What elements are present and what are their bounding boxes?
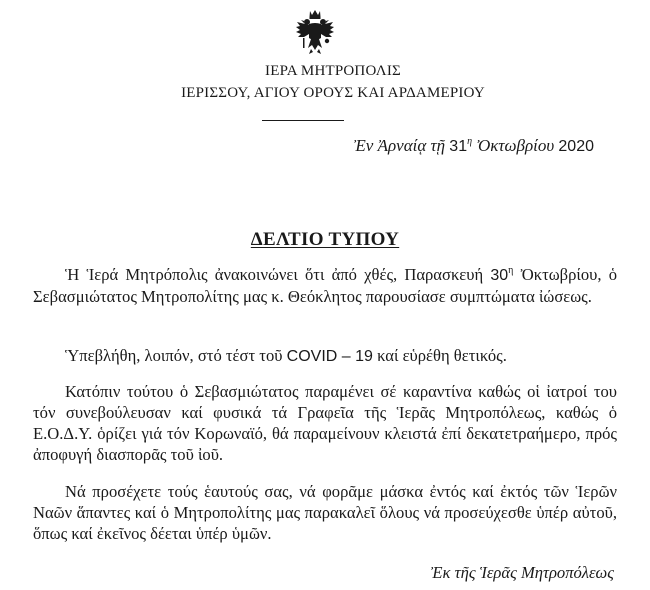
paragraph-2-text-b: καί εὑρέθη θετικός.	[377, 346, 507, 365]
dateline-year: 2020	[558, 138, 594, 155]
dateline-month: Ὀκτωβρίου	[476, 136, 555, 155]
document-title: ΔΕΛΤΙΟ ΤΥΠΟΥ	[250, 229, 400, 250]
org-name-line2: ΙΕΡΙΣΣΟΥ, ΑΓΙΟΥ ΟΡΟΥΣ ΚΑΙ ΑΡΔΑΜΕΡΙΟΥ	[181, 85, 485, 101]
divider	[262, 120, 344, 121]
paragraph-4: Νά προσέχετε τούς ἑαυτούς σας, νά φορᾶμε μάσκα ἐντός καί ἐκτός τῶν Ἱερῶν Ναῶν ἅπαντες καί ὁ Μητροπολίτης μας παρακαλεῖ ὅλους νά προσεύχεσθε ὑπέρ αὐτοῦ, ὅπως καί ἐκεῖνος δέεται ὑπέρ ὑμῶν.	[33, 482, 617, 543]
org-name-line1: ΙΕΡΑ ΜΗΤΡΟΠΟΛΙΣ	[265, 63, 401, 79]
double-headed-eagle-icon	[294, 8, 336, 58]
dateline-day-suffix: η	[467, 136, 473, 147]
paragraph-1-sup: η	[508, 265, 514, 276]
paragraph-3: Κατόπιν τούτου ὁ Σεβασμιώτατος παραμένει σέ καραντίνα καθώς οἱ ἰατροί του τόν συνεβούλευσαν καί φυσικά τά Γραφεῖα τῆς Ἱερᾶς Μητροπόλεως, καθώς ὁ Ε.Ο.Δ.Υ. ὁρίζει γιά τόν Κορωναϊό, θά παραμείνουν κλειστά ἐπί δεκατετραήμερο, πρός ἀποφυγή διασπορᾶς τοῦ ἰοῦ.	[33, 382, 617, 464]
dateline	[354, 135, 594, 158]
signoff: Ἐκ τῆς Ἱερᾶς Μητροπόλεως	[430, 563, 614, 582]
paragraph-1-text-b: Ὀκτωβρίου, ὁ Σεβασμιώτατος Μητροπολίτης μας κ. Θεόκλητος παρουσίασε συμπτώματα ἰώσεως.	[33, 265, 617, 306]
paragraph-2-text-a: Ὑπεβλήθη, λοιπόν, στό τέστ τοῦ	[65, 346, 283, 365]
dateline-prefix: Ἐν Ἀρναίᾳ τῇ	[353, 136, 446, 155]
paragraph-2	[33, 345, 617, 367]
paragraph-2-code: COVID – 19	[286, 348, 373, 365]
paragraph-1	[33, 264, 617, 307]
paragraph-1-number: 30	[490, 267, 509, 284]
paragraph-1-text-a: Ἡ Ἱερά Μητρόπολις ἀνακοινώνει ὅτι ἀπό χθές, Παρασκευή	[65, 265, 484, 284]
dateline-day: 31	[449, 138, 468, 155]
